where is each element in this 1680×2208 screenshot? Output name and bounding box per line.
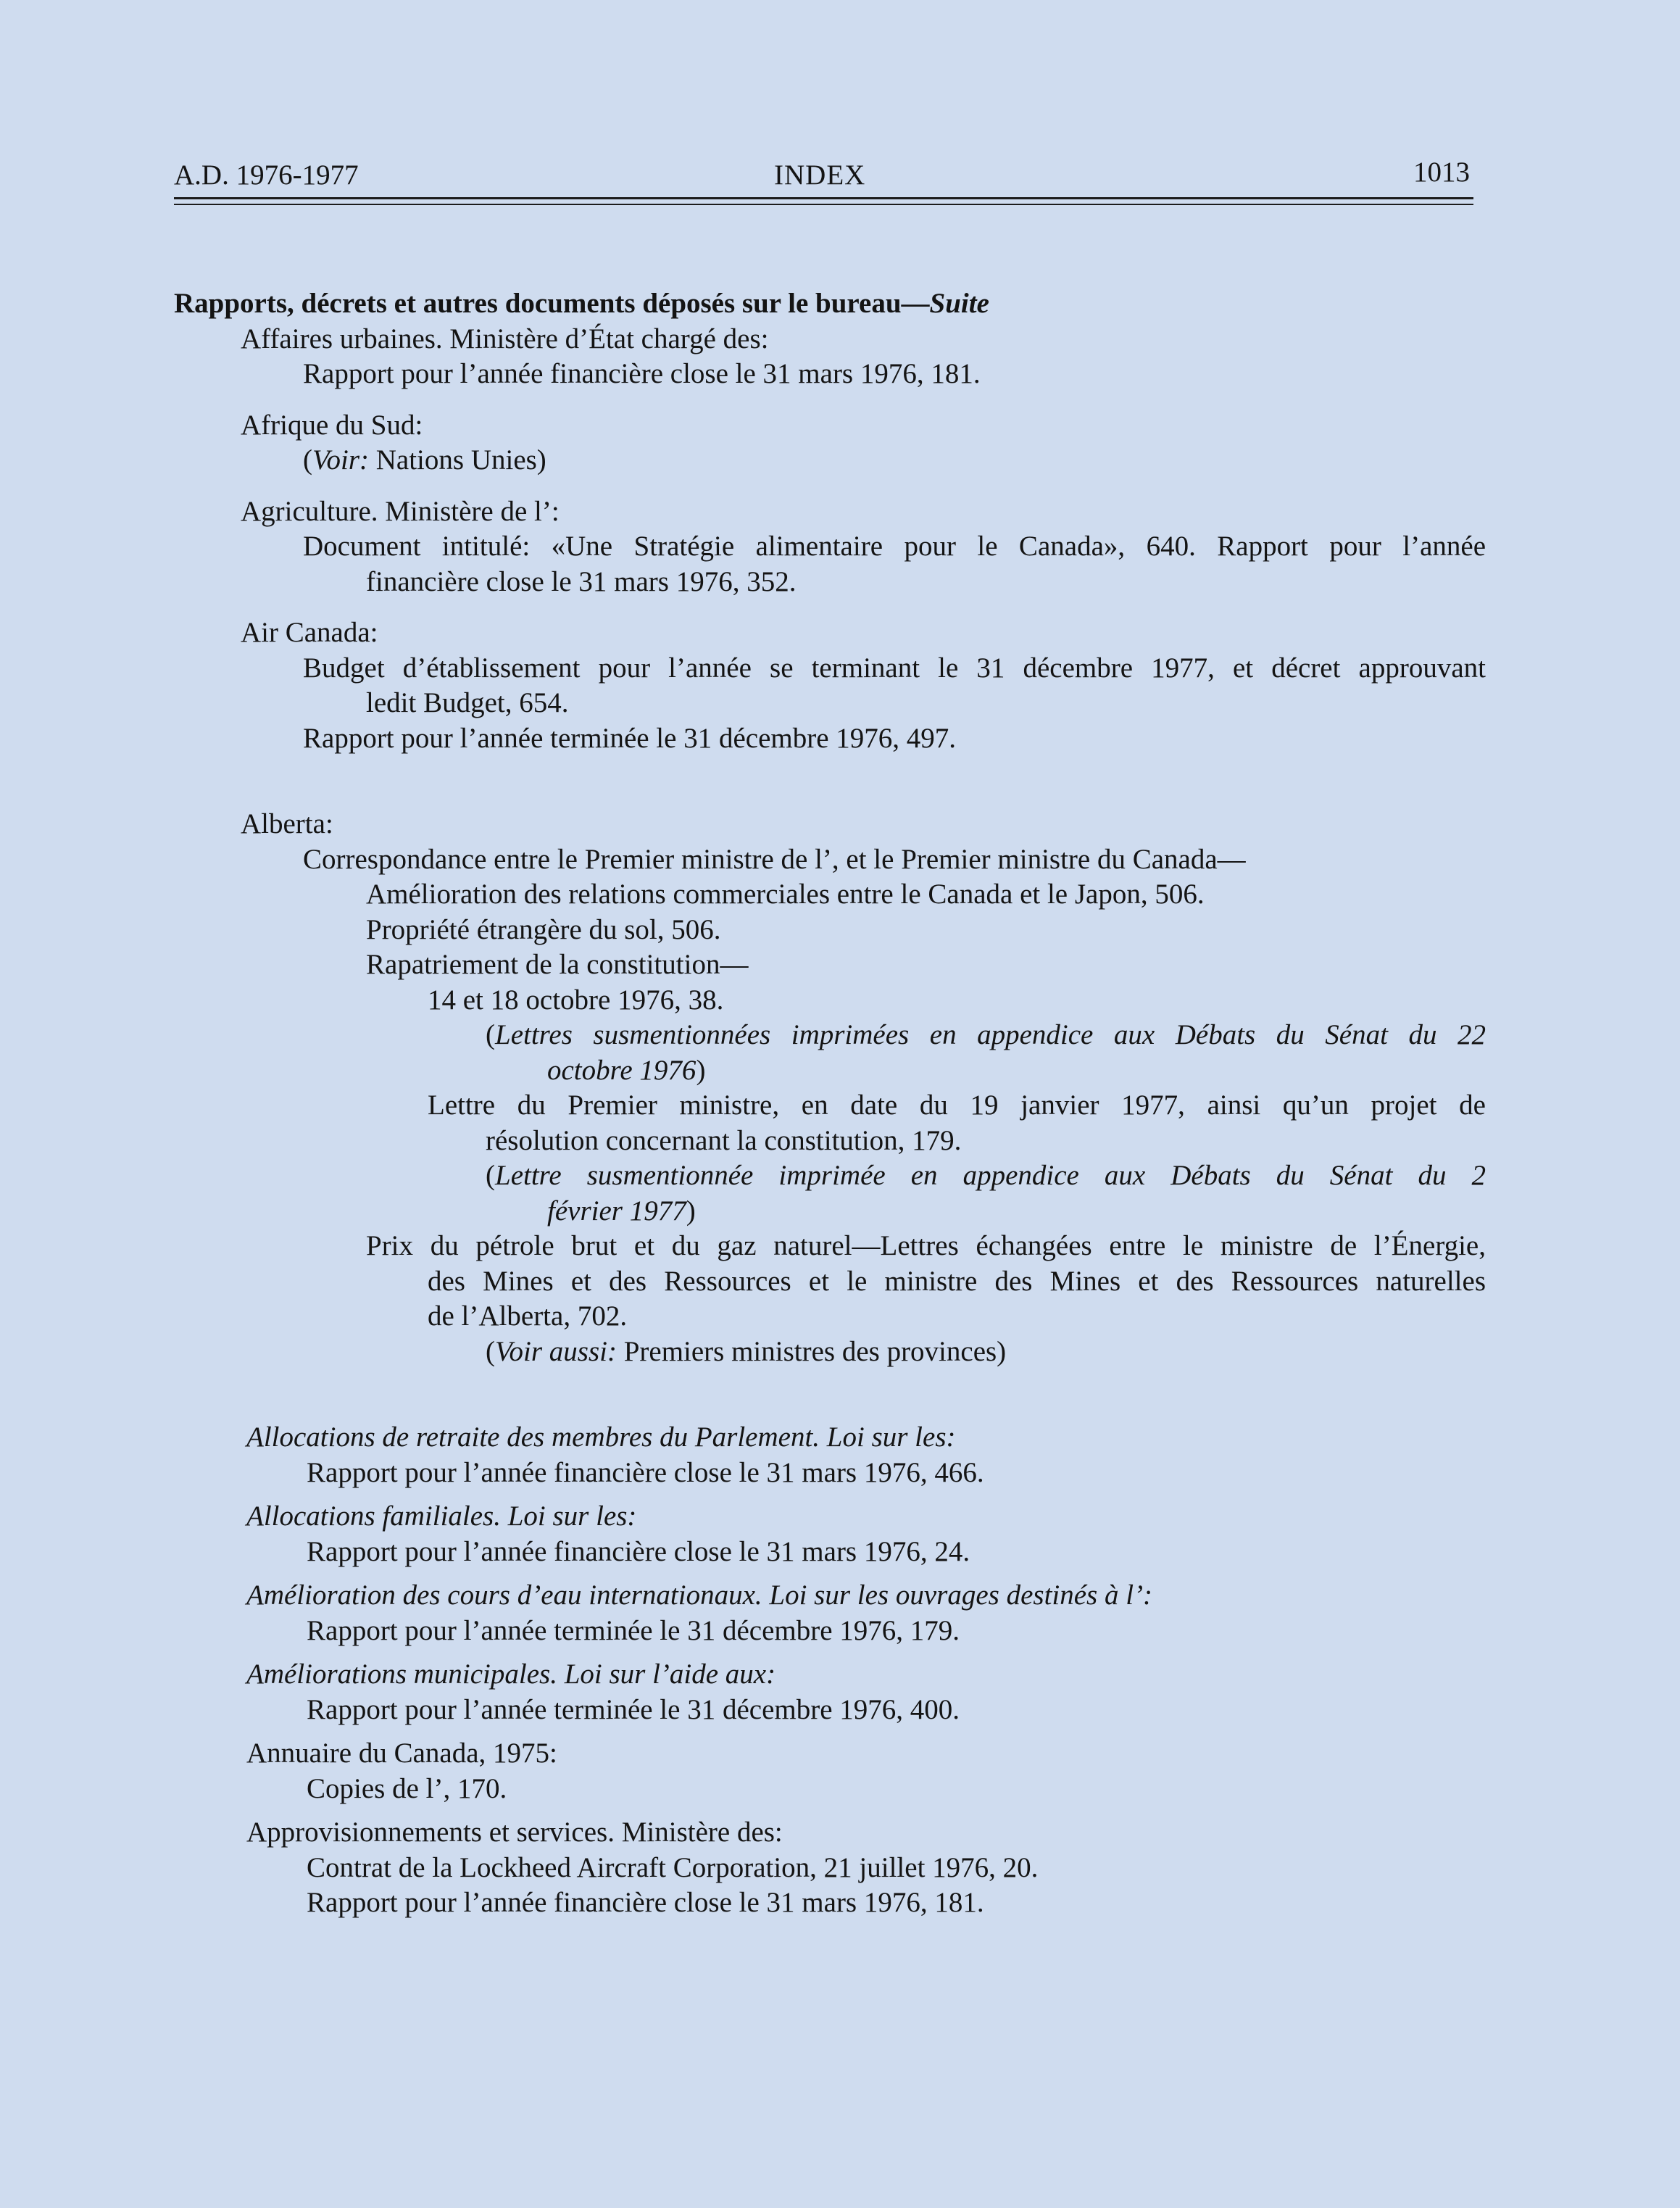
index-line: [174, 983, 1486, 1018]
index-text: Budget d’établissement pour l’année se terminant le 31 décembre 1977, et décret approuvant: [303, 652, 1486, 684]
entry-spacer: [174, 1490, 1486, 1499]
index-line: [174, 1614, 1486, 1649]
index-text: Lettres susmentionnées imprimées en appendice aux Débats du Sénat du 22: [495, 1019, 1486, 1050]
index-text: Copies de l’, 170.: [307, 1772, 507, 1804]
index-text: financière close le 31 mars 1976, 352.: [366, 565, 797, 597]
index-line: [174, 1018, 1486, 1053]
index-line: [174, 1499, 1486, 1535]
running-head-years: A.D. 1976-1977: [174, 159, 359, 191]
entry-spacer: [174, 756, 1486, 807]
index-line: [174, 1693, 1486, 1728]
index-text: Contrat de la Lockheed Aircraft Corporation, 21 juillet 1976, 20.: [307, 1851, 1039, 1883]
index-text: Rapport pour l’année terminée le 31 décembre 1976, 400.: [307, 1693, 960, 1725]
index-text: Rapport pour l’année financière close le 31 mars 1976, 466.: [307, 1456, 984, 1488]
index-line: [174, 1053, 1486, 1089]
index-text: des Mines et des Ressources et le ministre des Mines et des Ressources naturelles: [428, 1265, 1486, 1297]
index-line: [174, 1736, 1486, 1772]
index-line: [174, 615, 1486, 651]
index-text: Suite: [929, 288, 989, 319]
index-text: Allocations familiales. Loi sur les:: [246, 1501, 637, 1532]
index-line: [174, 721, 1486, 757]
index-line: [174, 443, 1486, 478]
index-text: Agriculture. Ministère de l’:: [241, 495, 560, 527]
index-text: octobre 1976: [547, 1054, 696, 1086]
index-line: [174, 1420, 1486, 1456]
index-text: Allocations de retraite des membres du Parlement. Loi sur les:: [246, 1421, 956, 1453]
entry-spacer: [174, 599, 1486, 615]
page-number: 1013: [1413, 157, 1470, 188]
index-line: [174, 1851, 1486, 1886]
index-text: Affaires urbaines. Ministère d’État chargé des:: [241, 323, 769, 354]
index-text: ): [686, 1195, 696, 1227]
index-line: [174, 1456, 1486, 1491]
index-text: de l’Alberta, 702.: [428, 1300, 628, 1332]
index-line: [174, 651, 1486, 686]
index-line: [174, 947, 1486, 983]
index-line: [174, 1229, 1486, 1264]
index-line: [174, 529, 1486, 565]
entry-spacer: [174, 1648, 1486, 1657]
index-line: [174, 1885, 1486, 1921]
index-text: Propriété étrangère du sol, 506.: [366, 913, 721, 945]
index-text: Amélioration des relations commerciales entre le Canada et le Japon, 506.: [366, 879, 1205, 910]
index-text: Lettre du Premier ministre, en date du 19 janvier 1977, ainsi qu’un projet de: [428, 1090, 1486, 1121]
index-line: [174, 408, 1486, 444]
index-line: [174, 1657, 1486, 1693]
index-text: Air Canada:: [241, 617, 378, 648]
index-text: Rapports, décrets et autres documents déposés sur le bureau—: [174, 288, 930, 319]
index-text: 14 et 18 octobre 1976, 38.: [428, 984, 724, 1016]
index-text: ): [696, 1054, 706, 1086]
index-text: Améliorations municipales. Loi sur l’aide aux:: [246, 1659, 776, 1690]
index-line: [174, 1772, 1486, 1807]
index-text: Alberta:: [241, 808, 333, 839]
index-line: [174, 1088, 1486, 1124]
index-line: [174, 1578, 1486, 1614]
index-text: Annuaire du Canada, 1975:: [246, 1738, 557, 1769]
index-text: (: [486, 1019, 495, 1050]
index-text: (: [486, 1160, 495, 1191]
entry-spacer: [174, 478, 1486, 494]
entry-spacer: [174, 392, 1486, 408]
index-line: [174, 807, 1486, 842]
header-rule-bottom: [174, 204, 1473, 205]
index-line: [174, 1335, 1486, 1370]
index-text: ledit Budget, 654.: [366, 687, 569, 718]
entry-spacer: [174, 1727, 1486, 1736]
index-text: (: [303, 444, 312, 476]
index-text: Voir aussi:: [495, 1335, 617, 1367]
index-entries: [174, 286, 1486, 1921]
entry-spacer: [174, 1806, 1486, 1815]
index-text: Voir:: [312, 444, 369, 476]
index-text: Rapport pour l’année financière close le 31 mars 1976, 181.: [303, 358, 981, 389]
header-rule-top: [174, 197, 1473, 199]
index-text: Rapport pour l’année terminée le 31 décembre 1976, 497.: [303, 722, 957, 754]
index-text: Prix du pétrole brut et du gaz naturel—Lettres échangées entre le ministre de l’Énergie,: [366, 1230, 1486, 1261]
index-text: Correspondance entre le Premier ministre de l’, et le Premier ministre du Canada—: [303, 843, 1246, 875]
index-text: Document intitulé: «Une Stratégie alimentaire pour le Canada», 640. Rapport pour l’année: [303, 531, 1486, 562]
index-text: Rapport pour l’année financière close le 31 mars 1976, 24.: [307, 1535, 970, 1567]
index-line: [174, 1815, 1486, 1851]
index-line: [174, 842, 1486, 878]
index-text: Rapatriement de la constitution—: [366, 949, 749, 980]
index-line: [174, 322, 1486, 357]
index-text: résolution concernant la constitution, 179.: [486, 1124, 962, 1156]
index-text: Afrique du Sud:: [241, 409, 423, 441]
index-text: Rapport pour l’année financière close le 31 mars 1976, 181.: [307, 1887, 984, 1918]
index-text: Lettre susmentionnée imprimée en appendice aux Débats du Sénat du 2: [495, 1160, 1486, 1191]
index-line: [174, 686, 1486, 721]
index-line: [174, 1158, 1486, 1194]
index-text: Approvisionnements et services. Ministère des:: [246, 1817, 783, 1848]
index-line: [174, 1124, 1486, 1159]
index-text: Nations Unies): [369, 444, 546, 476]
index-text: Premiers ministres des provinces): [616, 1335, 1007, 1367]
entry-spacer: [174, 1369, 1486, 1420]
index-text: Rapport pour l’année terminée le 31 décembre 1976, 179.: [307, 1614, 960, 1646]
index-line: [174, 494, 1486, 530]
index-line: [174, 286, 1486, 322]
index-text: Amélioration des cours d’eau internationaux. Loi sur les ouvrages destinés à l’:: [246, 1580, 1153, 1611]
running-head-title: INDEX: [774, 159, 866, 191]
entry-spacer: [174, 1569, 1486, 1578]
index-line: [174, 565, 1486, 600]
index-line: [174, 913, 1486, 948]
index-line: [174, 357, 1486, 392]
index-line: [174, 1264, 1486, 1300]
index-text: (: [486, 1335, 495, 1367]
index-line: [174, 1299, 1486, 1335]
index-line: [174, 877, 1486, 913]
index-line: [174, 1535, 1486, 1570]
index-line: [174, 1194, 1486, 1229]
index-text: février 1977: [547, 1195, 686, 1227]
